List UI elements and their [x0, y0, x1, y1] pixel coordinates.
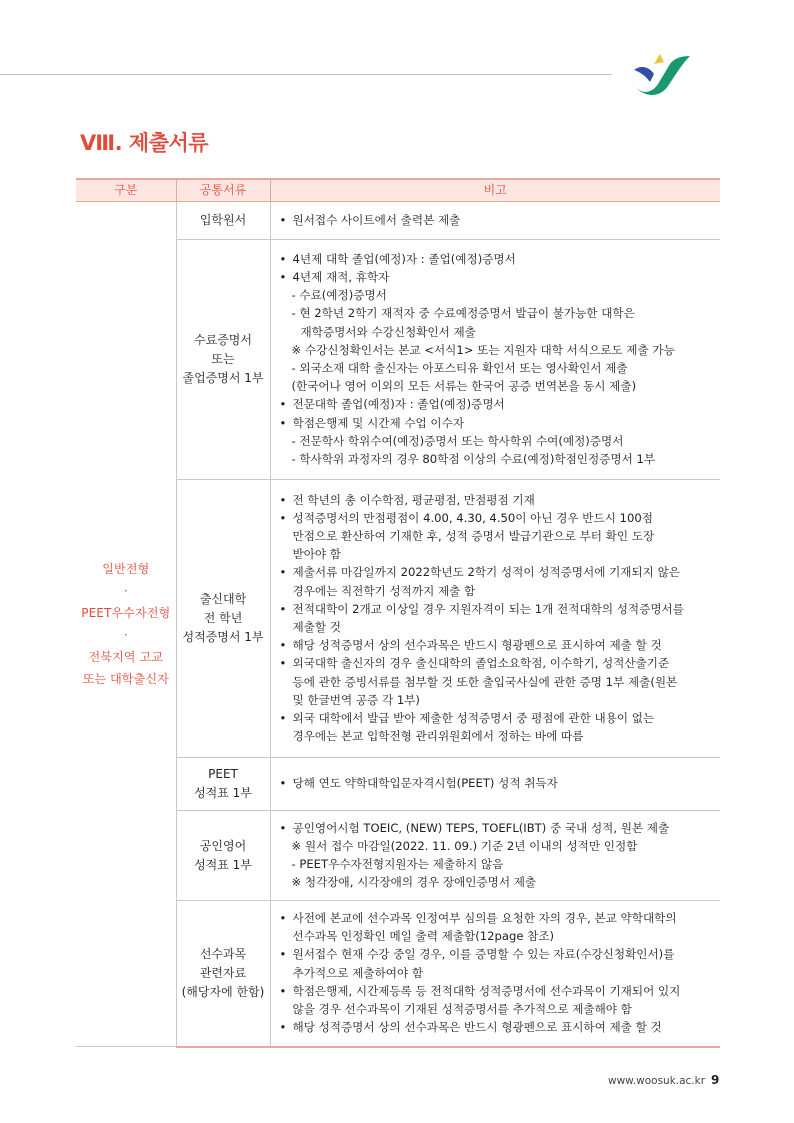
doc-line: 선수과목: [199, 946, 247, 961]
list-item: • 전문대학 졸업(예정)자 : 졸업(예정)증명서: [279, 395, 715, 413]
list-item: • 성적증명서의 만점평점이 4.00, 4.30, 4.50이 아닌 경우 반드시 100점: [279, 509, 715, 527]
doc-line: 또는: [211, 352, 235, 366]
doc-line: 성적표 1부: [194, 857, 252, 872]
list-item: • 전 학년의 총 이수학점, 평균평점, 만점평점 기재: [279, 491, 715, 509]
category-line: 전북지역 고교: [88, 650, 163, 664]
list-item: 재학증명서와 수강신청확인서 제출: [300, 324, 476, 339]
list-item: 및 한글번역 공증 각 1부): [292, 692, 420, 707]
note-list: [279, 819, 715, 892]
doc-cell: [176, 480, 270, 758]
category-cell: [76, 202, 176, 1047]
header-category: 구분: [76, 179, 176, 202]
doc-line: 수료증명서: [194, 333, 252, 347]
list-item: ※ 수강신청확인서는 본교 <서식1> 또는 지원자 대학 서식으로도 제출 가능: [291, 342, 675, 357]
doc-line: (해당자에 한함): [181, 984, 265, 999]
doc-cell: [176, 240, 270, 480]
list-item: 받아야 함: [292, 547, 341, 562]
list-item: 제출할 것: [292, 620, 341, 634]
category-line: ·: [123, 628, 128, 642]
note-cell: [270, 202, 720, 240]
list-item: • 사전에 본교에 선수과목 인정여부 심의를 요청한 자의 경우, 본교 약학대학의: [279, 909, 715, 927]
header-common-docs: 공통서류: [176, 179, 270, 202]
list-item: • 해당 성적증명서 상의 선수과목은 반드시 형광펜으로 표시하여 제출 할 것: [279, 1018, 715, 1036]
note-list: [279, 211, 715, 229]
doc-line: 공인영어: [199, 838, 247, 853]
note-cell: [270, 240, 720, 480]
table-row: [76, 202, 720, 240]
list-item: 경우에는 본교 입학전형 관리위원회에서 정하는 바에 따름: [292, 729, 584, 744]
list-item: 만점으로 환산하여 기재한 후, 성적 증명서 발급기관으로 부터 확인 도장: [292, 528, 655, 543]
doc-line: 성적증명서 1부: [182, 630, 264, 644]
category-line: ·: [123, 584, 128, 598]
list-item: • 외국대학 출신자의 경우 출신대학의 졸업소요학점, 이수학기, 성적산출기준: [279, 654, 715, 672]
category-line: 또는 대학출신자: [82, 672, 169, 686]
university-logo: [624, 50, 694, 100]
list-item: ※ 청각장애, 시각장애의 경우 장애인증명서 제출: [291, 875, 537, 890]
doc-cell: [176, 901, 270, 1047]
list-item: • 원서접수 현재 수강 중일 경우, 이를 증명할 수 있는 자료(수강신청확인서)를: [279, 945, 715, 963]
doc-cell: [176, 202, 270, 240]
list-item: 추가적으로 제출하여야 함: [292, 965, 424, 980]
doc-line: PEET: [208, 767, 238, 781]
list-item: - 외국소재 대학 출신자는 아포스티유 확인서 또는 영사확인서 제출: [291, 361, 628, 375]
list-item: • 학점은행제, 시간제등록 등 전적대학 성적증명서에 선수과목이 기재되어 있지: [279, 982, 715, 1000]
note-cell: [270, 811, 720, 901]
documents-table: [76, 178, 720, 1048]
note-list: [279, 491, 715, 746]
list-item: 등에 관한 증빙서류를 첨부할 것 또한 출입국사실에 관한 증명 1부 제출(원본: [292, 674, 678, 689]
table-header-row: [76, 179, 720, 202]
footer-url: www.woosuk.ac.kr: [608, 1075, 706, 1087]
list-item: - 수료(예정)증명서: [291, 288, 387, 303]
category-line: 일반전형: [102, 562, 150, 576]
list-item: • 4년제 대학 졸업(예정)자 : 졸업(예정)증명서: [279, 250, 715, 268]
list-item: • 공인영어시험 TOEIC, (NEW) TEPS, TOEFL(IBT) 중 국내 성적, 원본 제출: [279, 819, 715, 837]
list-item: 경우에는 직전학기 성적까지 제출 함: [292, 583, 476, 598]
list-item: - 전문학사 학위수여(예정)증명서 또는 학사학위 수여(예정)증명서: [291, 433, 624, 448]
note-list: [279, 774, 715, 792]
category-line: PEET우수자전형: [81, 606, 171, 620]
note-list: [279, 250, 715, 468]
table-body: [76, 202, 720, 1047]
section-title: Ⅷ. 제출서류: [80, 131, 209, 155]
doc-cell: [176, 758, 270, 811]
doc-line: 입학원서: [199, 213, 247, 227]
list-item: (한국어나 영어 이외의 모든 서류는 한국어 공증 번역본을 동시 제출): [291, 379, 637, 394]
doc-cell: [176, 811, 270, 901]
doc-line: 출신대학: [199, 592, 247, 606]
note-cell: [270, 901, 720, 1047]
list-item: 않을 경우 선수과목이 기재된 성적증명서를 추가적으로 제출해야 함: [292, 1002, 632, 1017]
doc-line: 전 학년: [203, 611, 243, 625]
list-item: • 해당 성적증명서 상의 선수과목은 반드시 형광펜으로 표시하여 제출 할 것: [279, 636, 715, 654]
page-number: 9: [711, 1073, 720, 1087]
list-item: • 외국 대학에서 발급 받아 제출한 성적증명서 중 평점에 관한 내용이 없는: [279, 709, 715, 727]
list-item: - PEET우수자전형지원자는 제출하지 않음: [291, 857, 504, 871]
list-item: ※ 원서 접수 마감일(2022. 11. 09.) 기준 2년 이내의 성적만 인정함: [291, 838, 638, 853]
list-item: • 학점은행제 및 시간제 수업 이수자: [279, 414, 715, 432]
list-item: 선수과목 인정확인 메일 출력 제출함(12page 참조): [292, 929, 555, 944]
list-item: • 당해 연도 약학대학입문자격시험(PEET) 성적 취득자: [279, 774, 715, 792]
note-cell: [270, 758, 720, 811]
header-remarks: 비고: [270, 179, 720, 202]
doc-line: 성적표 1부: [194, 786, 252, 800]
list-item: • 원서접수 사이트에서 출력본 제출: [279, 211, 715, 229]
list-item: • 4년제 재적, 휴학자: [279, 268, 715, 286]
list-item: • 제출서류 마감일까지 2022학년도 2학기 성적이 성적증명서에 기재되지 않은: [279, 563, 715, 581]
list-item: • 전적대학이 2개교 이상일 경우 지원자격이 되는 1개 전적대학의 성적증명서를: [279, 600, 715, 618]
note-list: [279, 909, 715, 1036]
doc-line: 졸업증명서 1부: [182, 371, 264, 385]
note-cell: [270, 480, 720, 758]
list-item: - 학사학위 과정자의 경우 80학점 이상의 수료(예정)학점인정증명서 1부: [291, 452, 656, 467]
list-item: - 현 2학년 2학기 재적자 중 수료예정증명서 발급이 불가능한 대학은: [291, 306, 635, 321]
doc-line: 관련자료: [199, 965, 247, 980]
header-rule: [0, 74, 612, 75]
